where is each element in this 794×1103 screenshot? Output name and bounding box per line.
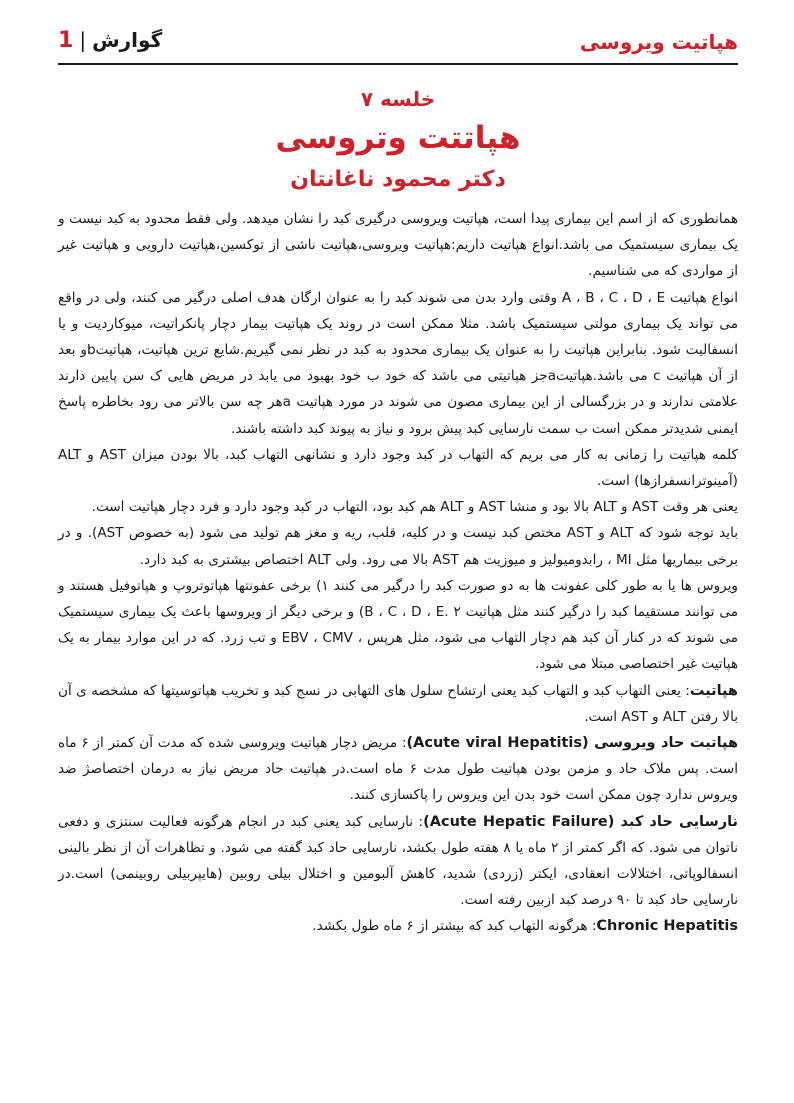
paragraph-hepatitis-types: انواع هپاتیت A ، B ، C ، D ، E وقتی وارد بدن می شوند کبد را به عنوان ارگان هدف اصلی درگیر می کنند، ولی در واقع می تواند یک بیماری مولتی سیستمیک باشد. مثلا ممکن است در روند یک هپاتیت بیمار دچار پانکراتیت، میوکاردیت و یا انسفالیت شود. بنابراین هپاتیت را به عنوان یک بیماری محدود به کبد در نظر نمی گیریم.شایع ترین هپاتیت، هپاتیتbو بعد از آن هپاتیت c می باشد.هپاتیتaجز هپاتیتی می باشد که خود ب خود بهبود می یابد در مریض هایی ک سن پایین دارند علامتی ندارند و در بزرگسالی از این بیماری مصون می شوند در مورد هپاتیت aهر چه سن بالاتر می رود بخاطره پاسخ ایمنی شدیدتر ممکن است ب سمت نارسایی کبد پیش برود و نیاز به پیوند کبد داشته باشند. <box>58 289 738 437</box>
paragraph-enzyme-sources: باید توجه شود که ALT و AST مختص کبد نیست و در کلیه، قلب، ریه و مغز هم تولید می شود (به خصوص AST). و در برخی بیماریها مثل MI ، رابدومیولیز و میوزیت هم AST بالا می رود. ولی ALT اختصاص بیشتری به کبد دارد. <box>58 525 738 568</box>
running-title: هپاتیت ویروسی <box>579 30 738 54</box>
summary-number: خلسه ۷ <box>360 87 436 111</box>
page-number: 1 <box>58 28 74 53</box>
title-block <box>58 84 738 198</box>
term-acute-failure: نارسایی حاد کبد (Acute Hepatic Failure) <box>423 813 739 830</box>
definition-acute-failure <box>58 809 738 914</box>
author-name: دکتر محمود ناغانتان <box>290 167 506 192</box>
definition-chronic <box>58 913 738 939</box>
page-header <box>58 26 738 62</box>
paragraph-definition: کلمه هپاتیت را زمانی به کار می بریم که التهاب در کبد وجود دارد و نشانهی التهاب کبد، بالا بودن میزان AST و ALT (آمینوترانسفرازها) است. <box>58 446 738 490</box>
definition-chronic-text: : هرگونه التهاب کبد که بیشتر از ۶ ماه طول بکشد. <box>312 918 597 935</box>
definition-acute-viral <box>58 730 738 809</box>
body-text <box>58 206 738 940</box>
section-label <box>58 28 162 53</box>
document-page <box>58 0 738 1103</box>
definition-acute-viral-text: : مریض دچار هپاتیت ویروسی شده که مدت آن کمتر از ۶ ماه است. پس ملاک حاد و مزمن بودن هپاتیت طول مدت ۶ ماه است.در هپاتیت حاد مریض نیاز به درمان اختصاصژ ضد ویروس ندارد چون ممکن است خود بدن این ویروس را پاکسازی کنند. <box>58 735 739 804</box>
report-label: گوارش <box>92 28 163 52</box>
header-separator: | <box>79 28 87 52</box>
definition-hepatitis-text: : یعنی التهاب کبد و التهاب کبد یعنی ارتشاح سلول های التهابی در نسج کبد و تخریب هپاتوسیتها که مشخصه ی آن بالا رفتن ALT و AST است. <box>58 682 738 725</box>
term-acute-viral: هپاتیت حاد ویروسی (Acute viral Hepatitis) <box>406 735 738 752</box>
paragraph-intro: همانطوری که از اسم این بیماری پیدا است، هپاتیت ویروسی درگیری کبد را نشان میدهد. ولی فقط محدود به کبد نیست و یک بیماری سیستمیک می باشد.انواع هپاتیت داریم:هپاتیت ویروسی،هپاتیت ناشی از توکسین،هپاتیت دارویی و هپاتیت غیر از مواردی که می شناسیم. <box>58 211 738 280</box>
paragraph-viral-routes: ویروس ها یا به طور کلی عفونت ها به دو صورت کبد را درگیر می کنند ۱) برخی عفونتها هپاتوتروپ و هپاتوفیل هستند و می توانند مستقیما کبد را درگیر کنند مثل هپاتیت B ، C ، D ، E. ۲) و برخی دیگر از ویروسها باعث یک بیماری سیستمیک می شوند که در کنار آن کبد هم دچار التهاب می شود، مثل هرپس ، EBV ، CMV و تب زرد. که در این موارد بیمار به یک هپاتیت غیر اختصاصی مبتلا می شود. <box>58 577 738 673</box>
term-hepatitis: هپاتیت <box>689 682 738 699</box>
definition-hepatitis <box>58 678 738 730</box>
main-title: هپاتتت وتروسی <box>275 120 521 156</box>
term-chronic: Chronic Hepatitis <box>596 918 738 935</box>
definition-acute-failure-text: : نارسایی کبد یعنی کبد در انجام هرگونه فعالیت سنتزی و دفعی ناتوان می شود. که اگر کمتر از ۲ ماه یا ۸ هفته طول بکشد، نارسایی حاد کبد گفته می شود. و تظاهرات آن از نظر بالینی انسفالوپاتی، اختلالات انعقادی، ایکتر (زردی) شدید، کاهش آلبومین و اختلال بیلی روبین (هایپربیلی روبینمی) است.در نارسایی حاد کبد تا ۹۰ درصد کبد ازبین رفته است. <box>58 813 739 909</box>
header-divider <box>58 63 738 65</box>
paragraph-ast-alt: یعنی هر وقت AST و ALT بالا بود و منشا AST و ALT هم کبد بود، التهاب در کبد وجود دارد و فرد دچار هپاتیت است. <box>91 499 738 516</box>
